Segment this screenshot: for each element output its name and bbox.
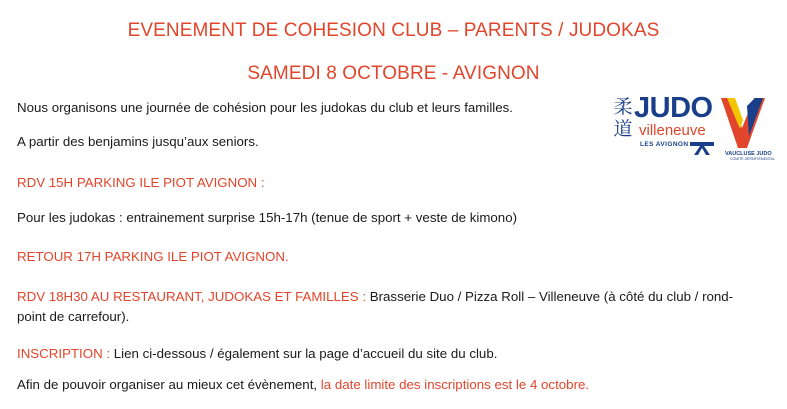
judokas-training-text: Pour les judokas : entrainement surprise 15h-17h (tenue de sport + veste de kimono) (17, 210, 518, 225)
villeneuve-logo-text: villeneuve (639, 122, 706, 139)
event-title: EVENEMENT DE COHESION CLUB – PARENTS / JUDOKAS (127, 20, 660, 41)
inscription-text: Lien ci-dessous / également sur la page d’accueil du site du club. (110, 346, 498, 361)
vaucluse-sub-text: COMITÉ DÉPARTEMENTAL (730, 157, 775, 161)
intro-text: Nous organisons une journée de cohésion pour les judokas du club et leurs familles. (17, 100, 513, 115)
deadline-date: la date limite des inscriptions est le 4 octobre. (320, 377, 590, 392)
vaucluse-judo-v-logo-icon (718, 96, 768, 151)
retour-heading: RETOUR 17H PARKING ILE PIOT AVIGNON. (17, 249, 289, 264)
vaucluse-judo-text: VAUCLUSE JUDO (725, 151, 772, 157)
inscription-paragraph (17, 346, 497, 361)
inscription-label: INSCRIPTION : (17, 346, 111, 361)
restaurant-text: Brasserie Duo / Pizza Roll – Villeneuve (à côté du club / rond- (366, 289, 734, 304)
deadline-paragraph (17, 377, 589, 392)
restaurant-paragraph (17, 289, 733, 304)
event-date: SAMEDI 8 OCTOBRE - AVIGNON (247, 63, 540, 84)
judo-belt-icon (688, 138, 716, 156)
les-avignon-logo-text: LES AVIGNON (640, 141, 689, 148)
judo-logo-text: JUDO (634, 92, 713, 124)
restaurant-text-continued: point de carrefour). (17, 309, 130, 324)
judo-kanji-logo: 柔道 (613, 96, 633, 140)
club-logos (612, 92, 775, 161)
rdv-parking-heading: RDV 15H PARKING ILE PIOT AVIGNON : (17, 175, 265, 190)
deadline-intro: Afin de pouvoir organiser au mieux cet évènement, (17, 377, 321, 392)
restaurant-label: RDV 18H30 AU RESTAURANT, JUDOKAS ET FAMILLES : (17, 289, 367, 304)
ages-text: A partir des benjamins jusqu’aux seniors. (17, 134, 259, 149)
